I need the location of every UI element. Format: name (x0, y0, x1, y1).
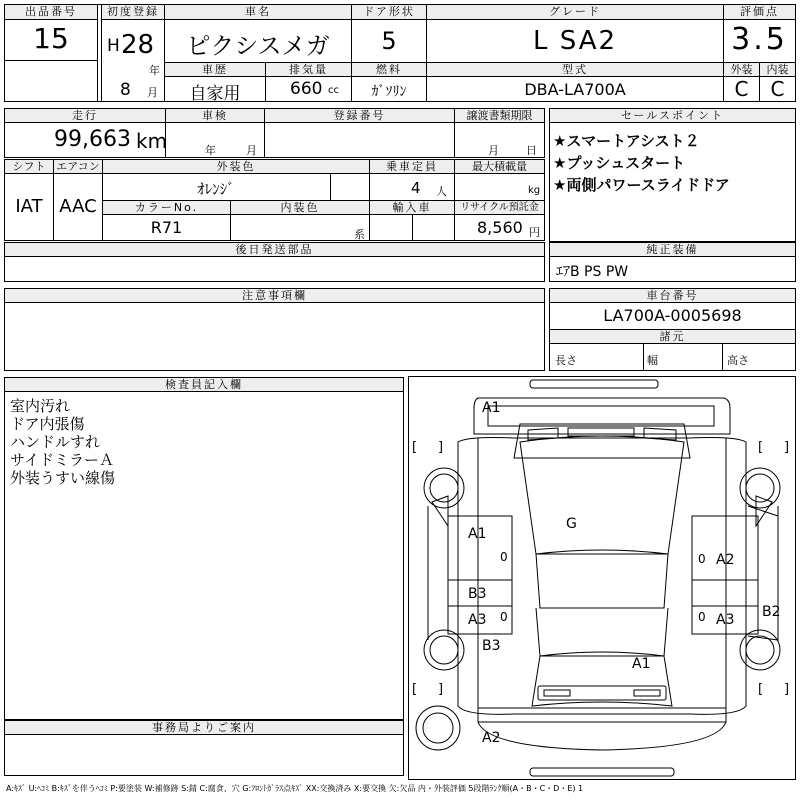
ext-color-divider (330, 173, 331, 201)
inspection-label: 車検 (165, 108, 265, 123)
mark-left-rear-door-a: A3 (468, 612, 487, 628)
interior-grade: C (770, 77, 785, 101)
grade: L SA2 (532, 26, 618, 56)
inspector-line-3: ハンドルすれ (10, 433, 101, 451)
mileage: 99,663 (54, 127, 131, 152)
int-color-label: 内装色 (230, 200, 370, 215)
shift-label: シフト (4, 159, 54, 174)
chassis-label: 車台番号 (549, 288, 796, 303)
legend: A:ｷｽﾞ U:ﾍｺﾐ B:ｷｽﾞを伴うﾍｺﾐ P:要塗装 W:補修跡 S:錆 C:腐食、穴 G:ﾌﾛﾝﾄｶﾞﾗｽ点ｷｽﾞ XX:交換済み X:要交換 欠:欠品 内・外装評価 5段階ﾗﾝｸ順(A・B・C・D・E) 1 (6, 784, 584, 793)
inspector-line-5: 外装うすい線傷 (10, 469, 116, 487)
later-parts-label: 後日発送部品 (4, 242, 545, 257)
inspector-line-1: 室内汚れ (10, 397, 71, 415)
exterior-label: 外装 (723, 62, 760, 77)
mark-right-rear-door-n: 0 (698, 610, 706, 624)
bracket-bl-open: [ (412, 682, 418, 697)
mark-roof: A1 (632, 656, 651, 672)
inspection-year-unit: 年 (205, 144, 216, 157)
plate-cell (264, 122, 455, 158)
capacity-unit: 人 (436, 185, 447, 198)
inspector-line-2: ドア内張傷 (10, 415, 85, 433)
transfer-label: 譲渡書類期限 (454, 108, 545, 123)
shift: IAT (15, 196, 43, 217)
capacity: 4 (411, 179, 421, 197)
car-diagram (408, 376, 796, 780)
sales-point-2: ★プッシュスタート (553, 154, 686, 172)
equipment-label: 純正装備 (549, 242, 796, 257)
year-unit: 年 (149, 64, 160, 77)
bracket-tr-close: ] (784, 440, 790, 455)
displacement-label: 排気量 (265, 62, 352, 77)
chassis-number: LA700A-0005698 (603, 306, 742, 325)
notes-cell (4, 302, 545, 371)
dim-width-label: 幅 (647, 354, 658, 367)
bracket-bl-close: ] (438, 682, 444, 697)
lot-empty-cell (4, 60, 98, 102)
mark-right-rear-door: A3 (716, 612, 735, 628)
era: H (107, 36, 120, 56)
mark-right-front-door: A2 (716, 552, 735, 568)
displacement-unit: cc (328, 85, 339, 96)
car-name-label: 車名 (164, 4, 352, 20)
mark-left-rear-door-b: B3 (468, 586, 487, 602)
door-type: 5 (381, 27, 397, 55)
notes-label: 注意事項欄 (4, 288, 545, 303)
mark-left-rear-fender: B3 (482, 638, 501, 654)
lot-number: 15 (33, 22, 69, 55)
sales-point-1: ★スマートアシスト２ (553, 132, 700, 150)
history: 自家用 (189, 84, 241, 104)
ext-color: ｵﾚﾝｼﾞ (197, 180, 235, 198)
color-no: R71 (150, 218, 183, 237)
score: 3.5 (731, 22, 788, 57)
model-label: 型式 (426, 62, 724, 77)
recycle-unit: 円 (529, 226, 540, 239)
grade-label: グレード (426, 4, 724, 20)
int-color-cell (230, 214, 370, 241)
inspector-label: 検査員記入欄 (4, 377, 404, 392)
mark-right-quarter: B2 (762, 604, 781, 620)
mark-left-front-door-n: 0 (500, 550, 508, 564)
interior-label: 内装 (759, 62, 796, 77)
transfer-month-unit: 月 (488, 144, 499, 157)
equipment: ｴｱB PS PW (556, 264, 629, 280)
fuel-label: 燃料 (351, 62, 427, 77)
load-unit: kg (528, 185, 541, 196)
dim-length-label: 長さ (555, 354, 577, 367)
mileage-label: 走行 (4, 108, 166, 123)
office-label: 事務局よりご案内 (4, 720, 404, 735)
import-label: 輸入車 (369, 200, 455, 215)
dim-height-label: 高さ (727, 354, 749, 367)
lot-number-label: 出品番号 (4, 4, 98, 20)
later-parts-cell (4, 256, 545, 282)
ext-color-label: 外装色 (102, 159, 370, 174)
fuel: ｶﾞｿﾘﾝ (371, 84, 407, 100)
load-label: 最大積載量 (454, 159, 545, 174)
mark-front-bumper: A1 (482, 400, 501, 416)
recycle-fee: 8,560 (477, 218, 523, 237)
displacement: 660 (290, 79, 323, 99)
model: DBA-LA700A (524, 80, 626, 99)
mark-right-front-door-n: 0 (698, 552, 706, 566)
mark-left-rear-door-n: 0 (500, 610, 508, 624)
bracket-tr-open: [ (758, 440, 764, 455)
transfer-day-unit: 日 (526, 144, 537, 157)
ac: AAC (59, 196, 97, 217)
plate-label: 登録番号 (264, 108, 455, 123)
mileage-unit: km (136, 129, 168, 153)
mark-rear-bumper: A2 (482, 730, 501, 746)
capacity-label: 乗車定員 (369, 159, 455, 174)
first-registration-label: 初度登録 (101, 4, 165, 20)
mark-hood: G (566, 516, 577, 532)
inspection-month-unit: 月 (246, 144, 257, 157)
sales-points-label: セールスポイント (549, 108, 796, 123)
bracket-tl-close: ] (438, 440, 444, 455)
bracket-br-close: ] (784, 682, 790, 697)
sales-point-3: ★両側パワースライドドア (553, 176, 730, 194)
recycle-label: リサイクル預託金 (454, 200, 545, 215)
door-type-label: ドア形状 (351, 4, 427, 20)
int-color-unit: 系 (354, 228, 365, 241)
registration-month: 8 (120, 80, 131, 100)
bracket-tl-open: [ (412, 440, 418, 455)
month-unit: 月 (147, 86, 158, 99)
car-name: ピクシスメガ (186, 32, 330, 60)
mark-left-front-door: A1 (468, 526, 487, 542)
bracket-br-open: [ (758, 682, 764, 697)
history-label: 車歴 (164, 62, 266, 77)
inspector-line-4: サイドミラーＡ (10, 451, 114, 469)
score-label: 評価点 (723, 4, 796, 20)
dimensions-label: 諸元 (549, 329, 796, 344)
registration-year: 28 (121, 30, 155, 60)
ac-label: エアコン (53, 159, 103, 174)
office-cell (4, 734, 404, 776)
exterior-grade: C (734, 77, 749, 101)
import-divider (412, 214, 413, 241)
color-no-label: カラーNo. (102, 200, 231, 215)
